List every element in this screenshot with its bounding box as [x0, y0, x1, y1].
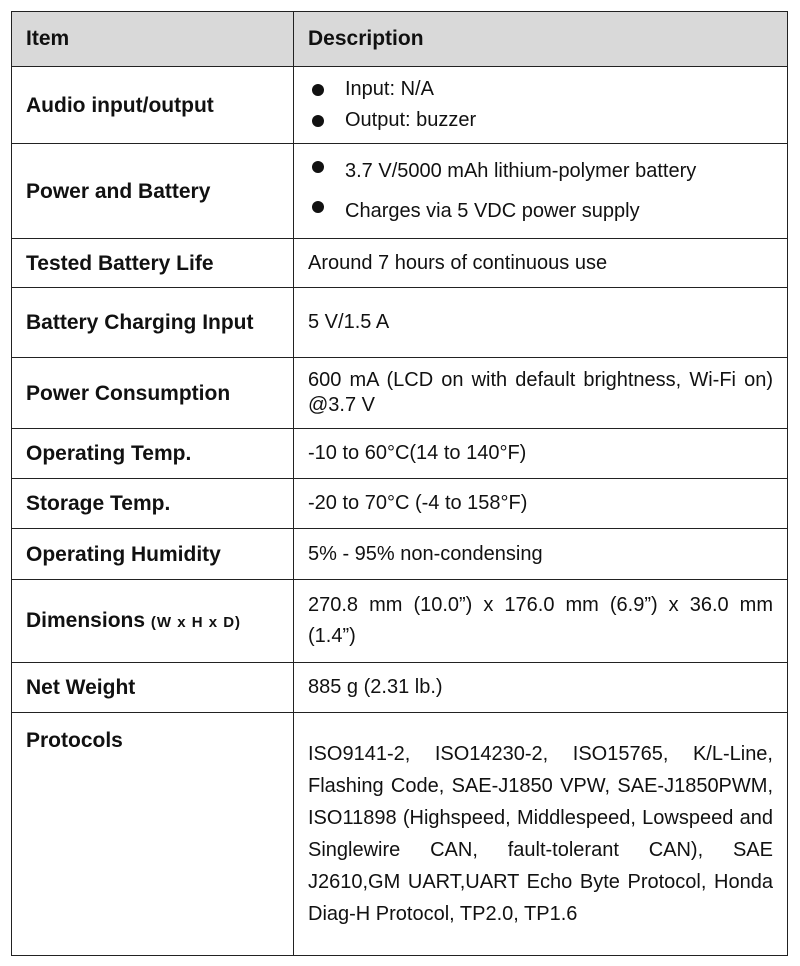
bullet-list — [308, 151, 773, 231]
table-row — [12, 288, 788, 358]
item-cell: Power and Battery — [12, 144, 294, 239]
bullet-item: Charges via 5 VDC power supply — [308, 191, 773, 231]
description-cell: -10 to 60°C(14 to 140°F) — [294, 429, 788, 479]
table-row — [12, 529, 788, 580]
table-row — [12, 358, 788, 429]
table-row — [12, 144, 788, 239]
bullet-item: Output: buzzer — [308, 105, 773, 136]
bullet-item: Input: N/A — [308, 74, 773, 105]
item-cell: Operating Humidity — [12, 529, 294, 580]
table-header-row — [12, 12, 788, 67]
description-cell: 600 mA (LCD on with default brightness, Wi-Fi on) @3.7 V — [294, 358, 788, 429]
item-cell: Net Weight — [12, 663, 294, 713]
item-cell: Protocols — [12, 713, 294, 956]
description-cell: Around 7 hours of continuous use — [294, 239, 788, 288]
item-label: Dimensions — [26, 608, 146, 632]
table-row — [12, 67, 788, 144]
description-cell: 885 g (2.31 lb.) — [294, 663, 788, 713]
bullet-list — [308, 74, 773, 136]
description-cell: ISO9141-2, ISO14230-2, ISO15765, K/L-Line, Flashing Code, SAE-J1850 VPW, SAE-J1850PWM, ISO11898 (Highspeed, Middlespeed, Lowspeed and Singlewire CAN, fault-tolerant CAN), SAE J2610,GM UART,UART Echo Byte Protocol, Honda Diag-H Protocol, TP2.0, TP1.6 — [294, 713, 788, 956]
table-row — [12, 663, 788, 713]
item-cell: Operating Temp. — [12, 429, 294, 479]
item-cell: Power Consumption — [12, 358, 294, 429]
item-suffix: (W x H x D) — [150, 613, 242, 631]
spec-table — [11, 11, 788, 956]
table-row — [12, 239, 788, 288]
item-cell: Battery Charging Input — [12, 288, 294, 358]
bullet-item: 3.7 V/5000 mAh lithium-polymer battery — [308, 151, 773, 191]
description-cell: 270.8 mm (10.0”) x 176.0 mm (6.9”) x 36.0 mm (1.4”) — [294, 580, 788, 663]
table-row — [12, 580, 788, 663]
table-row — [12, 479, 788, 529]
header-description: Description — [294, 12, 788, 67]
header-item: Item — [12, 12, 294, 67]
description-cell — [294, 67, 788, 144]
item-cell: Storage Temp. — [12, 479, 294, 529]
description-cell: 5% - 95% non-condensing — [294, 529, 788, 580]
item-cell: Tested Battery Life — [12, 239, 294, 288]
item-cell: Audio input/output — [12, 67, 294, 144]
item-cell — [12, 580, 294, 663]
description-cell: -20 to 70°C (-4 to 158°F) — [294, 479, 788, 529]
description-cell: 5 V/1.5 A — [294, 288, 788, 358]
description-cell — [294, 144, 788, 239]
table-row — [12, 713, 788, 956]
table-row — [12, 429, 788, 479]
